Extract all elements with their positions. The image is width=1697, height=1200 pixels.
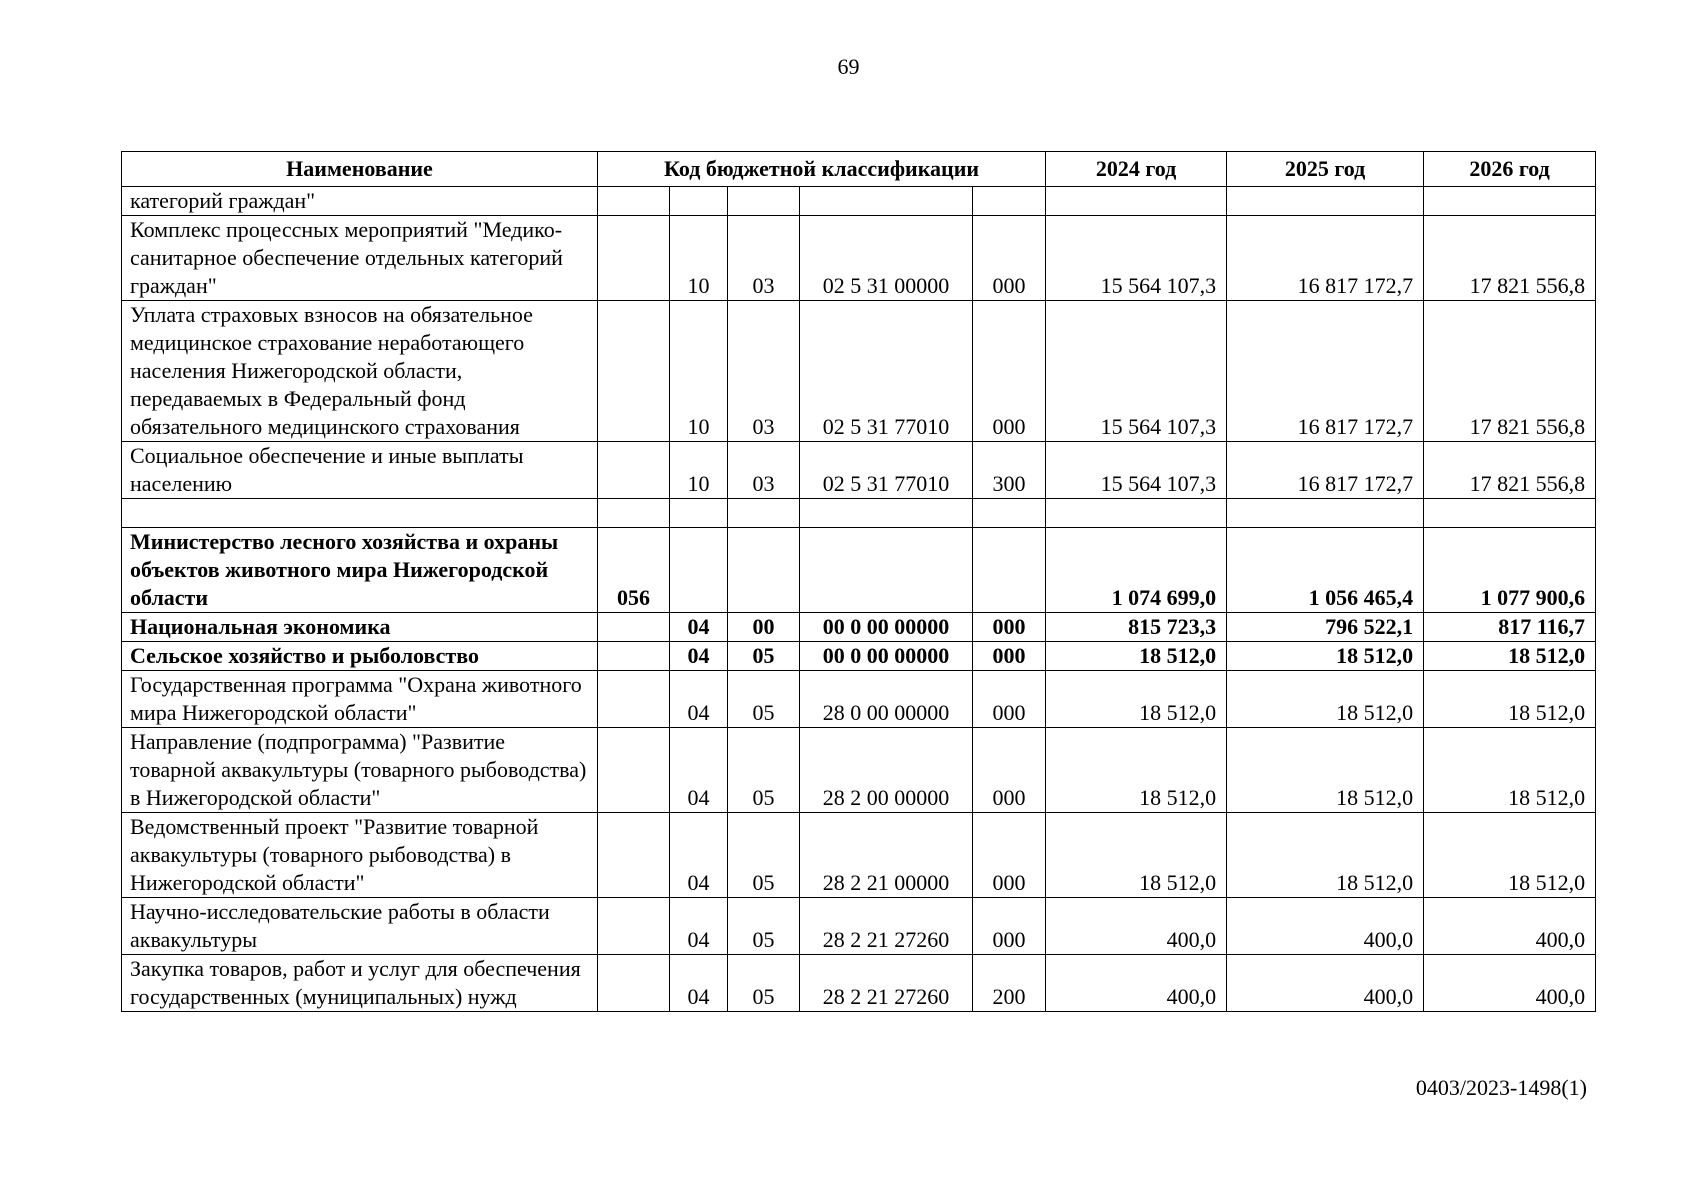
row-expense-type: 000 [973,728,1046,813]
row-name: Министерство лесного хозяйства и охраны объектов животного мира Нижегородской области [122,528,598,613]
row-dept-code [598,728,670,813]
row-amount-2024 [1046,499,1227,528]
table-row [122,955,1596,1012]
header-2024: 2024 год [1046,152,1227,187]
row-amount-2026: 17 821 556,8 [1424,216,1596,301]
row-subsection: 05 [728,955,800,1012]
row-target-code [800,499,973,528]
row-amount-2025: 16 817 172,7 [1227,301,1424,442]
row-subsection: 03 [728,301,800,442]
row-dept-code: 056 [598,528,670,613]
row-dept-code [598,499,670,528]
row-amount-2025: 16 817 172,7 [1227,442,1424,499]
row-amount-2025 [1227,499,1424,528]
row-subsection: 05 [728,642,800,671]
row-name: Уплата страховых взносов на обязательное медицинское страхование неработающего населения Нижегородской области, передаваемых в Федеральный фонд обязательного медицинского страхования [122,301,598,442]
row-subsection: 03 [728,216,800,301]
row-section [670,187,728,216]
row-target-code: 28 2 21 27260 [800,898,973,955]
row-subsection: 05 [728,898,800,955]
row-amount-2024 [1046,187,1227,216]
row-subsection [728,499,800,528]
row-section: 04 [670,955,728,1012]
row-amount-2026: 18 512,0 [1424,642,1596,671]
row-amount-2025: 18 512,0 [1227,728,1424,813]
row-dept-code [598,442,670,499]
table-row [122,301,1596,442]
table-header-row [122,152,1596,187]
row-expense-type: 300 [973,442,1046,499]
table-row [122,187,1596,216]
row-subsection [728,528,800,613]
row-target-code: 28 2 00 00000 [800,728,973,813]
table-row [122,898,1596,955]
row-amount-2026: 18 512,0 [1424,813,1596,898]
row-name: Национальная экономика [122,613,598,642]
page-number: 69 [837,54,860,79]
row-name: Закупка товаров, работ и услуг для обеспечения государственных (муниципальных) нужд [122,955,598,1012]
row-expense-type: 000 [973,613,1046,642]
row-dept-code [598,301,670,442]
table-body [122,187,1596,1012]
row-name: Комплекс процессных мероприятий "Медико-санитарное обеспечение отдельных категорий граждан" [122,216,598,301]
row-amount-2024: 400,0 [1046,898,1227,955]
row-amount-2024: 18 512,0 [1046,728,1227,813]
header-2025: 2025 год [1227,152,1424,187]
row-amount-2025: 16 817 172,7 [1227,216,1424,301]
table-row [122,613,1596,642]
row-name: Социальное обеспечение и иные выплаты населению [122,442,598,499]
row-dept-code [598,187,670,216]
row-subsection: 05 [728,813,800,898]
row-target-code: 00 0 00 00000 [800,642,973,671]
document-id: 0403/2023-1498(1) [1415,1075,1587,1100]
header-code: Код бюджетной классификации [598,152,1046,187]
row-amount-2026: 817 116,7 [1424,613,1596,642]
row-amount-2024: 1 074 699,0 [1046,528,1227,613]
row-section [670,499,728,528]
row-expense-type: 000 [973,813,1046,898]
row-section: 10 [670,442,728,499]
row-amount-2026: 1 077 900,6 [1424,528,1596,613]
row-expense-type [973,528,1046,613]
row-expense-type: 000 [973,301,1046,442]
table-row [122,813,1596,898]
row-name [122,499,598,528]
row-name: Направление (подпрограмма) "Развитие товарной аквакультуры (товарного рыбоводства) в Нижегородской области" [122,728,598,813]
row-expense-type: 000 [973,671,1046,728]
row-name: Ведомственный проект "Развитие товарной аквакультуры (товарного рыбоводства) в Нижегородской области" [122,813,598,898]
budget-table [121,151,1596,1012]
row-amount-2024: 400,0 [1046,955,1227,1012]
row-name: Научно-исследовательские работы в области аквакультуры [122,898,598,955]
row-dept-code [598,813,670,898]
header-2026: 2026 год [1424,152,1596,187]
row-target-code [800,528,973,613]
row-dept-code [598,955,670,1012]
row-subsection: 05 [728,728,800,813]
row-amount-2026: 17 821 556,8 [1424,442,1596,499]
row-dept-code [598,671,670,728]
row-amount-2025: 796 522,1 [1227,613,1424,642]
row-amount-2025 [1227,187,1424,216]
row-subsection: 03 [728,442,800,499]
row-amount-2026: 18 512,0 [1424,728,1596,813]
row-amount-2024: 815 723,3 [1046,613,1227,642]
row-section: 10 [670,216,728,301]
row-amount-2026: 18 512,0 [1424,671,1596,728]
row-section: 04 [670,642,728,671]
row-amount-2026: 400,0 [1424,898,1596,955]
row-expense-type: 200 [973,955,1046,1012]
row-dept-code [598,613,670,642]
table-row [122,216,1596,301]
table-row [122,499,1596,528]
header-name: Наименование [122,152,598,187]
row-amount-2026: 400,0 [1424,955,1596,1012]
row-subsection [728,187,800,216]
row-amount-2026: 17 821 556,8 [1424,301,1596,442]
row-section: 04 [670,728,728,813]
row-section: 10 [670,301,728,442]
row-expense-type: 000 [973,898,1046,955]
table-row [122,671,1596,728]
row-amount-2026 [1424,187,1596,216]
row-amount-2026 [1424,499,1596,528]
row-amount-2025: 18 512,0 [1227,813,1424,898]
row-target-code: 02 5 31 77010 [800,301,973,442]
row-amount-2025: 400,0 [1227,955,1424,1012]
row-dept-code [598,898,670,955]
row-name: Сельское хозяйство и рыболовство [122,642,598,671]
row-expense-type: 000 [973,642,1046,671]
row-subsection: 00 [728,613,800,642]
row-amount-2024: 18 512,0 [1046,671,1227,728]
row-amount-2024: 15 564 107,3 [1046,442,1227,499]
row-target-code: 02 5 31 00000 [800,216,973,301]
row-amount-2025: 18 512,0 [1227,642,1424,671]
row-amount-2025: 400,0 [1227,898,1424,955]
row-amount-2024: 18 512,0 [1046,813,1227,898]
row-section: 04 [670,671,728,728]
row-target-code: 28 2 21 00000 [800,813,973,898]
row-target-code: 28 2 21 27260 [800,955,973,1012]
row-target-code [800,187,973,216]
row-target-code: 00 0 00 00000 [800,613,973,642]
row-expense-type [973,499,1046,528]
row-target-code: 02 5 31 77010 [800,442,973,499]
row-expense-type: 000 [973,216,1046,301]
row-amount-2024: 18 512,0 [1046,642,1227,671]
table-row [122,728,1596,813]
row-target-code: 28 0 00 00000 [800,671,973,728]
row-dept-code [598,642,670,671]
row-name: Государственная программа "Охрана животного мира Нижегородской области" [122,671,598,728]
row-amount-2025: 18 512,0 [1227,671,1424,728]
row-amount-2024: 15 564 107,3 [1046,216,1227,301]
row-section: 04 [670,613,728,642]
row-section: 04 [670,898,728,955]
row-amount-2024: 15 564 107,3 [1046,301,1227,442]
row-section [670,528,728,613]
row-subsection: 05 [728,671,800,728]
row-amount-2025: 1 056 465,4 [1227,528,1424,613]
row-dept-code [598,216,670,301]
table-row [122,528,1596,613]
row-name: категорий граждан" [122,187,598,216]
table-row [122,442,1596,499]
row-expense-type [973,187,1046,216]
table-row [122,642,1596,671]
row-section: 04 [670,813,728,898]
